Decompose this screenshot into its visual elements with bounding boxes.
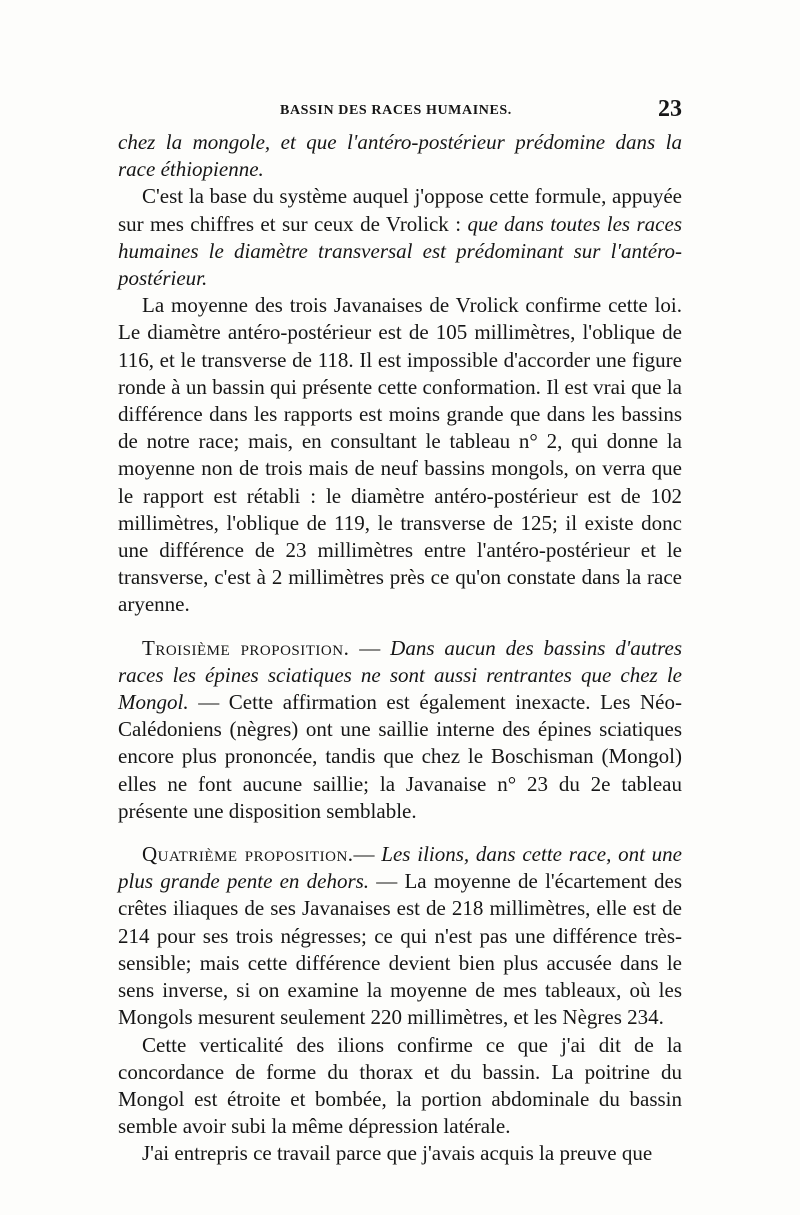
paragraph-4-heading: Troisième proposition. (142, 635, 350, 660)
paragraph-2 (118, 183, 682, 292)
paragraph-6 (118, 1032, 682, 1141)
paragraph-4-text: — Cette affirmation est également inexacte. Les Néo-Calédoniens (nègres) ont une saillie interne des épines sciatiques encore plus prononcée, tandis que chez le Boschisman (Mongol) elles ne font aucune saillie; la Javanaise n° 23 du 2e tableau présente une disposition semblable. (118, 690, 682, 823)
running-title: BASSIN DES RACES HUMAINES. (280, 103, 512, 118)
paragraph-4-italic: Dans aucun des bassins d'autres races les épines sciatiques ne sont aussi rentrantes que chez le Mongol. (118, 635, 682, 715)
paragraph-1-italic: chez la mongole, et que l'antéro-postérieur prédomine dans la race éthiopienne. (118, 130, 682, 182)
paragraph-7-text: J'ai entrepris ce travail parce que j'avais acquis la preuve que (142, 1141, 653, 1166)
paragraph-6-text: Cette verticalité des ilions confirme ce que j'ai dit de la concordance de forme du thorax et du bassin. La poitrine du Mongol est étroite et bombée, la portion abdominale du bassin semble avoir subi la même dépression latérale. (118, 1032, 682, 1139)
paragraph-5-heading: Quatrième proposition. (142, 842, 354, 867)
running-head (118, 96, 682, 124)
paragraph-3 (118, 292, 682, 618)
paragraph-5-dash: — (353, 842, 382, 867)
paragraph-3-text: La moyenne des trois Javanaises de Vrolick confirme cette loi. Le diamètre antéro-postérieur est de 105 millimètres, l'oblique de 116, et le transverse de 118. Il est impossible d'accorder une figure ronde à un bassin qui présente cette conformation. Il est vrai que la différence dans les rapports est moins grande que dans les bassins de notre race; mais, en consultant le tableau n° 2, qui donne la moyenne non de trois mais de neuf bassins mongols, on verra que le rapport est rétabli : le diamètre antéro-postérieur est de 102 millimètres, l'oblique de 119, le transverse de 125; il existe donc une différence de 23 millimètres entre l'antéro-postérieur et le transverse, c'est à 2 millimètres près ce qu'on constate dans la race aryenne. (118, 293, 682, 617)
paragraph-5-italic: Les ilions, dans cette race, ont une plus grande pente en dehors. (118, 842, 682, 894)
paragraph-1 (118, 129, 682, 183)
page-number: 23 (658, 96, 682, 122)
paragraph-2-italic: que dans toutes les races humaines le diamètre transversal est prédominant sur l'antéro-postérieur. (118, 211, 682, 291)
body-text (118, 129, 682, 1168)
paragraph-2-text: C'est la base du système auquel j'oppose cette formule, appuyée sur mes chiffres et sur ceux de Vrolick : (118, 184, 682, 236)
paragraph-5 (118, 841, 682, 1031)
paragraph-4 (118, 635, 682, 825)
paragraph-5-text: — La moyenne de l'écartement des crêtes iliaques de ses Javanaises est de 218 millimètres, elle est de 214 pour ses trois négresses; ce qui n'est pas une différence très-sensible; mais cette différence devient bien plus accusée dans le sens inverse, si on examine la moyenne de mes tableaux, où les Mongols mesurent seulement 220 millimètres, et les Nègres 234. (118, 869, 682, 1030)
paragraph-7 (118, 1140, 682, 1167)
paragraph-4-dash: — (349, 635, 391, 660)
